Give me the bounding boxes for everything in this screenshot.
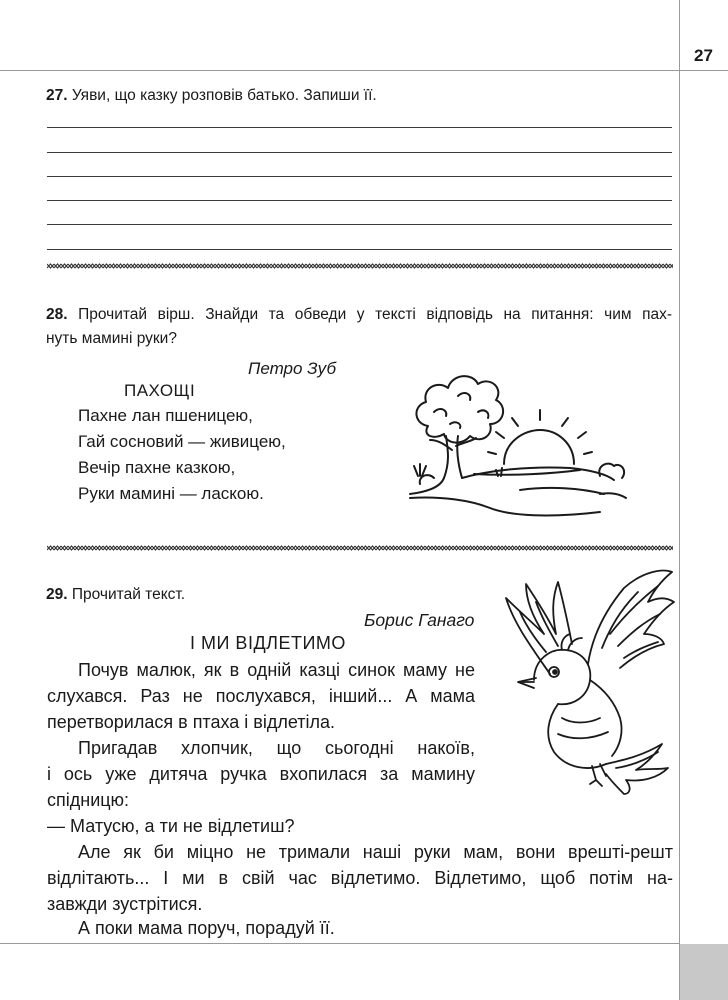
zigzag-divider	[47, 261, 673, 271]
story-line: перетворилася в птаха і відлетіла.	[47, 712, 336, 732]
answer-line[interactable]	[47, 224, 672, 225]
story-title: І МИ ВІДЛЕТИМО	[190, 633, 346, 653]
story-line: і ось уже дитяча ручка вхопилася за мамину	[47, 764, 475, 784]
poem-title: ПАХОЩІ	[124, 381, 196, 400]
poem-line: Вечір пахне казкою,	[78, 458, 236, 477]
story-line: слухався. Раз не послухався, інший... А мама	[47, 686, 475, 706]
poem-author: Петро Зуб	[248, 359, 337, 378]
story-line: відлітають... І ми в свій час відлетимо. Відлетимо, щоб потім на-	[47, 868, 673, 888]
task-28-line-2: нуть мамині руки?	[46, 330, 177, 347]
task-28-number: 28.	[46, 306, 68, 323]
header-rule	[0, 70, 728, 71]
story-author: Борис Ганаго	[364, 610, 475, 630]
poem-line: Руки мамині — ласкою.	[78, 484, 264, 503]
task-27-text: Уяви, що казку розповів батько. Запиши її.	[71, 87, 377, 104]
task-27-prompt	[46, 84, 377, 108]
story-line: завжди зустрітися.	[47, 894, 203, 914]
story-line: спідницю:	[47, 790, 130, 810]
task-29-text: Прочитай текст.	[71, 586, 186, 603]
story-line: А поки мама поруч, порадуй її.	[78, 918, 335, 938]
story-line: Але як би міцно не тримали наші руки мам, вони врешті-решт	[78, 842, 673, 862]
story-line: — Матусю, а ти не відлетиш?	[47, 816, 295, 836]
answer-line[interactable]	[47, 127, 672, 128]
task-28-prompt	[46, 303, 672, 351]
landscape-tree-sun-illustration	[400, 366, 628, 524]
task-28-line-1: 28. Прочитай вірш. Знайди та обведи у тексті відповідь на питання: чим пах-	[46, 306, 672, 323]
answer-line[interactable]	[47, 249, 672, 250]
bird-illustration	[492, 568, 680, 796]
answer-line[interactable]	[47, 200, 672, 201]
story-line: Почув малюк, як в одній казці синок маму не	[78, 660, 475, 680]
poem-line: Пахне лан пшеницею,	[78, 406, 253, 425]
page-corner-tab	[680, 944, 728, 1000]
answer-line[interactable]	[47, 152, 672, 153]
task-27-number: 27.	[46, 87, 68, 104]
poem-line: Гай сосновий — живицею,	[78, 432, 286, 451]
task-29-prompt	[46, 583, 185, 607]
zigzag-divider	[47, 543, 673, 553]
page-number: 27	[694, 46, 713, 65]
task-29-number: 29.	[46, 586, 68, 603]
footer-rule	[0, 943, 680, 944]
margin-column	[679, 0, 728, 1000]
story-line: Пригадав хлопчик, що сьогодні накоїв,	[78, 738, 475, 758]
answer-line[interactable]	[47, 176, 672, 177]
